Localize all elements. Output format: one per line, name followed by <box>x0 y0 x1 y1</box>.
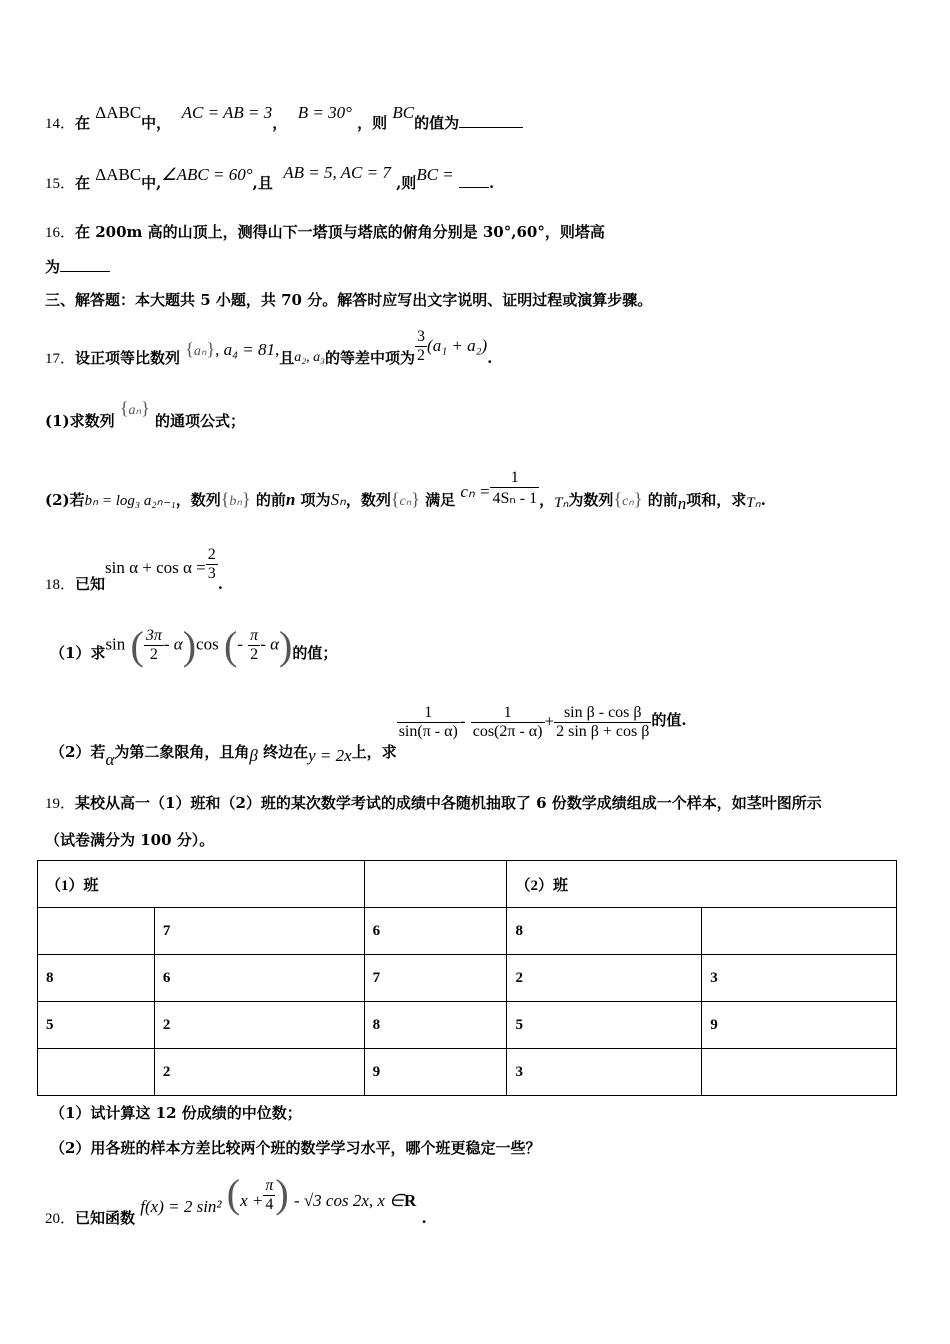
q17-p2-cn: {cₙ} <box>390 488 420 509</box>
q17-p2-bn: {bₙ} <box>220 488 251 509</box>
table-header-stem <box>364 861 507 908</box>
q20-rest: - √3 cos 2x, x ∈ <box>293 1190 404 1210</box>
q17-p2-cn-term: cₙ <box>622 493 634 509</box>
q18-p2-text: 的值. <box>651 710 687 729</box>
q18-p1-rparen: ) <box>182 623 197 668</box>
q18-frac-den: 3 <box>207 565 216 582</box>
q20-fraction <box>263 1177 275 1214</box>
q19-p2-text: （2）用各班的样本方差比较两个班的数学学习水平，哪个班更稳定一些？ <box>50 1139 541 1157</box>
q18-p2-frac2 <box>471 704 545 741</box>
q18-p2-beta: β <box>249 745 258 765</box>
q17-p2-text: 满足 <box>425 490 456 509</box>
q14-eq1: AC = AB = 3 <box>181 103 273 122</box>
q17-part2 <box>45 455 766 513</box>
q18-part1 <box>50 622 337 669</box>
q18-p2-text: 上，求 <box>351 742 397 761</box>
table-cell: 6 <box>364 908 507 955</box>
q20-x: x + <box>240 1190 264 1210</box>
q18-p1-rparen2: ) <box>279 623 293 668</box>
q16-number: 16． <box>45 225 76 241</box>
q17-p2-text: 项和，求 <box>686 490 747 509</box>
table-cell: 3 <box>702 955 897 1002</box>
q17-frac-num: 3 <box>417 328 426 345</box>
q15-text: ,且 <box>252 174 273 192</box>
q18-p1-lparen2: ( <box>223 623 238 668</box>
q15-angle: ∠ABC = 60° <box>161 165 253 184</box>
question-14: 14．在 ΔABC中， AC = AB = 3， B = 30° ，则 BC的值为 <box>45 112 523 133</box>
q20-text: 已知函数 <box>75 1208 136 1227</box>
q15-triangle: ΔABC <box>95 165 142 184</box>
q17-p2-bn-term: bₙ <box>229 493 242 509</box>
q17-tail: . <box>487 348 493 367</box>
q19-text: 某校从高一（1）班和（2）班的某次数学考试的成绩中各随机抽取了 6 份数学成绩组成一个样本，如茎叶图所示 <box>75 794 822 812</box>
q17-p2-T2: Tₙ <box>746 494 761 511</box>
q20-frac-num: π <box>265 1177 274 1194</box>
q15-text: 在 <box>75 174 91 192</box>
q17-p1-text: 求数列 <box>69 412 115 430</box>
q18-p1-frac1 <box>144 627 164 664</box>
table-cell <box>38 908 155 955</box>
q17-number: 17． <box>45 350 76 367</box>
table-cell: 8 <box>364 1002 507 1049</box>
q17-fraction <box>415 328 427 365</box>
question-18 <box>45 538 224 593</box>
table-cell: 9 <box>702 1002 897 1049</box>
q19-text2: （试卷满分为 100 分）。 <box>45 831 215 849</box>
q18-fraction <box>206 546 218 583</box>
table-cell <box>38 1049 155 1096</box>
q17-p1-seq: {aₙ} <box>119 398 150 418</box>
q17-p2-fraction <box>490 469 539 508</box>
q18-p2-frac1 <box>397 704 460 741</box>
table-header-class1: （1）班 <box>38 861 365 908</box>
table-cell: 5 <box>507 1002 702 1049</box>
q17-p2-n: n <box>285 489 296 509</box>
q15-answer-blank[interactable] <box>459 173 489 188</box>
q18-text: 已知 <box>75 574 106 593</box>
q18-p2-label: （2）若 <box>50 742 106 761</box>
q18-p1-text: 的值； <box>292 643 338 662</box>
q19-part2 <box>50 1137 540 1158</box>
q18-p1-alpha2: - α <box>260 634 280 654</box>
q17-p2-text: 若 <box>69 490 85 509</box>
q14-answer-blank[interactable] <box>459 113 523 128</box>
q18-p1-frac2-den: 2 <box>250 646 259 663</box>
q17-p1-seq-term: aₙ <box>128 403 142 418</box>
q17-p2-cn2: {cₙ} <box>613 488 643 509</box>
q18-p1-lparen: ( <box>130 623 144 668</box>
table-cell: 3 <box>507 1049 702 1096</box>
q17-p2-n2: n <box>677 493 687 513</box>
q17-p2-text: ， <box>539 490 555 509</box>
question-19-cont <box>45 829 214 850</box>
q18-p2-plus: + <box>544 711 555 731</box>
q16-answer-blank[interactable] <box>60 257 110 272</box>
q14-text: 的值为 <box>414 114 460 132</box>
q20-func: f(x) = 2 sin² <box>140 1196 222 1216</box>
q17-text: 且 <box>279 348 295 367</box>
table-cell: 7 <box>364 955 507 1002</box>
q17-p2-frac-num: 1 <box>490 469 539 488</box>
table-cell: 2 <box>507 955 702 1002</box>
q18-number: 18． <box>45 576 76 593</box>
q17-frac-den: 2 <box>417 347 426 364</box>
q18-p2-line: y = 2x <box>308 745 352 765</box>
q20-rparen: ) <box>275 1171 289 1216</box>
q17-p2-text: ，数列 <box>345 490 391 509</box>
q18-p1-cos: cos <box>196 634 219 654</box>
q17-a4: , a₄ = 81, <box>215 339 280 359</box>
q17-expr: (a₁ + a₂) <box>427 335 488 355</box>
q17-p2-text: 的前 <box>647 490 678 509</box>
q18-p1-frac2 <box>248 627 260 664</box>
q17-a2a3: a₂, a₃ <box>294 349 326 365</box>
q18-p2-text: 为第二象限角，且角 <box>114 742 250 761</box>
q18-p2-frac3-num: sin β - cos β <box>554 704 651 723</box>
q18-p1-frac1-den: 2 <box>149 646 158 663</box>
q17-p2-bn-def: bₙ = log₃ a₂ₙ₋₁ <box>84 492 176 509</box>
q20-lparen: ( <box>226 1171 241 1216</box>
table-cell: 5 <box>38 1002 155 1049</box>
q19-p1-text: （1）试计算这 12 份成绩的中位数； <box>50 1104 302 1122</box>
table-cell <box>702 908 897 955</box>
table-cell: 2 <box>154 1049 364 1096</box>
q16-text: 在 200m 高的山顶上，测得山下一塔顶与塔底的俯角分别是 30°,60°，则塔高 <box>75 223 605 241</box>
q18-expr: sin α + cos α = <box>105 557 206 577</box>
q17-p2-text: 的前 <box>255 490 286 509</box>
q17-p2-cn-term: cₙ <box>399 493 412 509</box>
q17-p2-label: (2) <box>45 490 70 509</box>
q15-text: 中, <box>141 174 162 192</box>
q20-R: R <box>404 1190 417 1210</box>
q18-p2-frac1-num: 1 <box>397 704 460 723</box>
table-row <box>38 955 897 1002</box>
q18-p2-frac2-den: cos(2π - α) <box>472 723 543 740</box>
q14-number: 14． <box>45 116 76 132</box>
q15-tail: . <box>489 174 495 192</box>
q17-p2-text: 为数列 <box>568 490 614 509</box>
q18-frac-num: 2 <box>207 546 216 563</box>
q17-p2-frac-den: 4Sₙ - 1 <box>492 490 538 507</box>
q18-p1-alpha1: - α <box>163 634 183 654</box>
q15-text: ,则 <box>396 174 417 192</box>
q17-text: 设正项等比数列 <box>75 348 181 367</box>
q20-tail: . <box>421 1208 427 1227</box>
table-cell: 2 <box>154 1002 364 1049</box>
section-3-text: 三、解答题：本大题共 5 小题，共 70 分。解答时应写出文字说明、证明过程或演算步骤。 <box>45 291 653 309</box>
q15-bc: BC = <box>416 165 454 184</box>
q18-p2-minus: - <box>459 711 466 731</box>
question-16-cont <box>45 256 110 277</box>
q17-p2-text: ，数列 <box>175 490 221 509</box>
q18-tail: . <box>217 574 224 593</box>
question-19 <box>45 792 822 813</box>
q17-p2-T: Tₙ <box>554 494 569 511</box>
q14-text: ，则 <box>357 114 388 132</box>
q15-number: 15． <box>45 176 76 192</box>
section-3-heading <box>45 289 652 310</box>
q14-bc: BC <box>392 103 415 122</box>
table-cell: 8 <box>507 908 702 955</box>
q20-number: 20． <box>45 1210 76 1227</box>
q18-p1-label: （1）求 <box>50 643 106 662</box>
q17-seq: {aₙ} <box>185 338 216 359</box>
question-15 <box>45 163 495 193</box>
table-cell: 7 <box>154 908 364 955</box>
q18-p1-neg: - <box>237 634 243 654</box>
q18-p1-frac1-num: 3π <box>145 627 162 644</box>
table-row <box>38 908 897 955</box>
table-row <box>38 1002 897 1049</box>
q17-p1-text: 的通项公式； <box>154 412 245 430</box>
question-20 <box>45 1171 427 1227</box>
q17-part1 <box>45 398 245 430</box>
q18-p1-frac2-num: π <box>250 627 259 644</box>
question-17 <box>45 318 493 367</box>
q14-triangle: ΔABC <box>95 103 142 122</box>
q18-p2-frac2-num: 1 <box>471 704 545 723</box>
q14-eq2: B = 30° <box>297 103 352 122</box>
table-cell: 8 <box>38 955 155 1002</box>
q17-seq-term: aₙ <box>193 343 207 359</box>
q17-p2-c: cₙ = <box>460 481 491 501</box>
table-row <box>38 861 897 908</box>
table-header-class2: （2）班 <box>507 861 897 908</box>
q19-number: 19． <box>45 796 76 812</box>
q18-p1-sin: sin <box>105 634 126 654</box>
q19-part1 <box>50 1102 302 1123</box>
stem-leaf-table <box>37 860 897 1096</box>
q17-text: 的等差中项为 <box>325 348 416 367</box>
table-row <box>38 1049 897 1096</box>
q14-text: 在 <box>75 114 91 132</box>
q17-p1-label: (1) <box>45 412 70 430</box>
q17-p2-S: Sₙ <box>330 489 346 509</box>
question-16 <box>45 221 605 242</box>
table-cell: 6 <box>154 955 364 1002</box>
table-cell <box>702 1049 897 1096</box>
q14-text: 中， <box>141 114 172 132</box>
q15-eq: AB = 5, AC = 7 <box>283 163 391 182</box>
q18-part2 <box>50 704 687 769</box>
table-cell: 9 <box>364 1049 507 1096</box>
q16-text2: 为 <box>45 258 61 276</box>
q18-p2-frac3 <box>554 704 651 741</box>
q18-p2-frac3-den: 2 sin β + cos β <box>556 723 650 740</box>
q18-p2-frac1-den: sin(π - α) <box>398 723 458 740</box>
q20-frac-den: 4 <box>265 1196 274 1213</box>
q18-p2-text: 终边在 <box>263 742 309 761</box>
q17-p2-text: 项为 <box>300 490 331 509</box>
q17-p2-tail: . <box>760 490 766 509</box>
q18-p2-alpha: α <box>105 749 115 769</box>
